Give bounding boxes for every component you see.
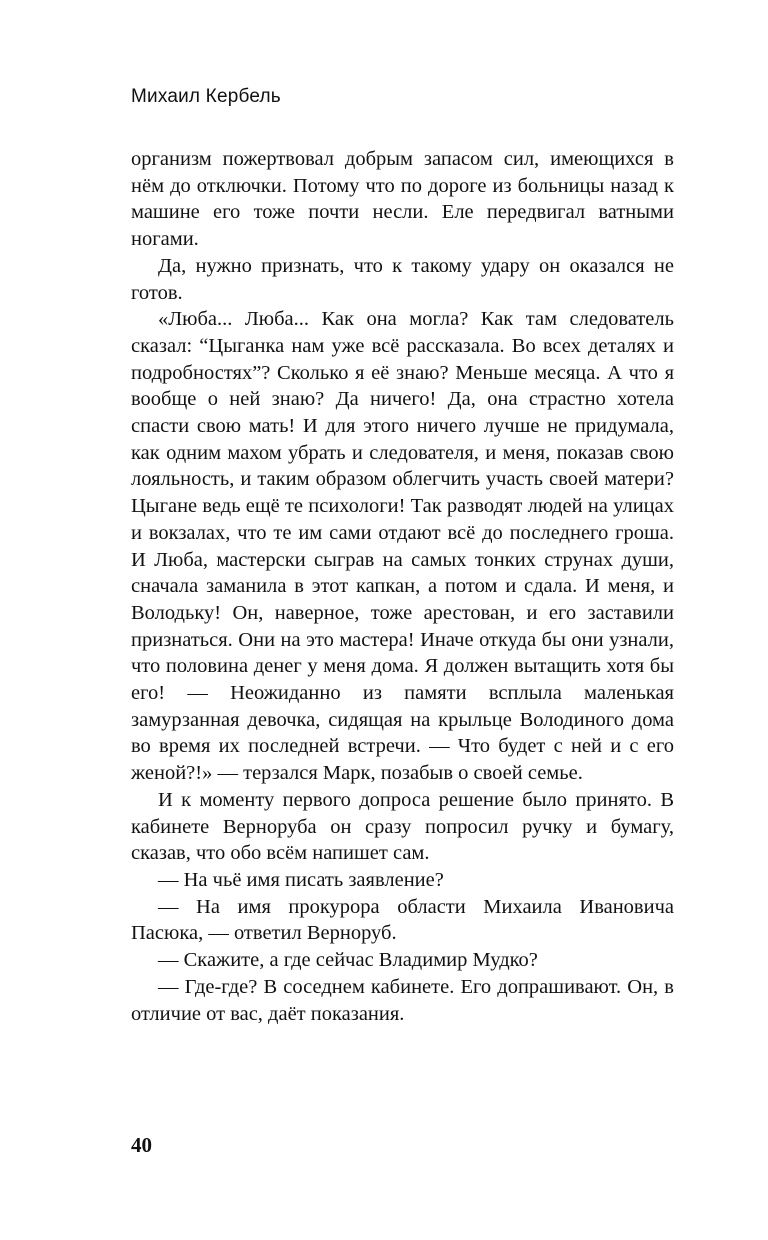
page-number: 40	[131, 1133, 152, 1157]
body-text	[131, 146, 674, 1027]
dialogue-line: — На имя прокурора области Михаила Ивановича Пасюка, — ответил Верноруб.	[131, 895, 674, 945]
paragraph: организм пожертвовал добрым запасом сил, имеющихся в нём до отключки. Потому что по дороге из больницы назад к машине его тоже почти несли. Еле передвигал ватными ногами.	[131, 148, 674, 251]
dialogue-line: — Где-где? В соседнем кабинете. Его допрашивают. Он, в отличие от вас, даёт показания.	[131, 975, 674, 1025]
paragraph: Да, нужно признать, что к такому удару он оказался не готов.	[131, 254, 674, 304]
dialogue-line: — На чьё имя писать заявление?	[158, 868, 444, 891]
paragraph: И к моменту первого допроса решение было принято. В кабинете Верноруба он сразу попросил ручку и бумагу, сказав, что обо всём напишет сам.	[131, 788, 674, 865]
paragraph: «Люба... Люба... Как она могла? Как там следователь сказал: “Цыганка нам уже всё рассказала. Во всех деталях и подробностях”? Сколько я её знаю? Меньше месяца. А что я вообще о ней знаю? Да ничего! Да, она страстно хотела спасти свою мать! И для этого ничего лучше не придумала, как одним махом убрать и следователя, и меня, показав свою лояльность, и таким образом облегчить участь своей матери? Цыгане ведь ещё те психологи! Так разводят людей на улицах и вокзалах, что те им сами отдают всё до последнего гроша. И Люба, мастерски сыграв на самых тонких струнах души, сначала заманила в этот капкан, а потом и сдала. И меня, и Володьку! Он, наверное, тоже арестован, и его заставили признаться. Они на это мастера! Иначе откуда бы они узнали, что половина денег у меня дома. Я должен вытащить хотя бы его! — Неожиданно из памяти всплыла маленькая замурзанная девочка, сидящая на крыльце Володиного дома во время их последней встречи. — Что будет с ней и с его женой?!» — терзался Марк, позабыв о своей семье.	[131, 308, 674, 785]
dialogue-line: — Скажите, а где сейчас Владимир Мудко?	[158, 949, 538, 972]
running-head-author: Михаил Кербель	[131, 86, 281, 107]
